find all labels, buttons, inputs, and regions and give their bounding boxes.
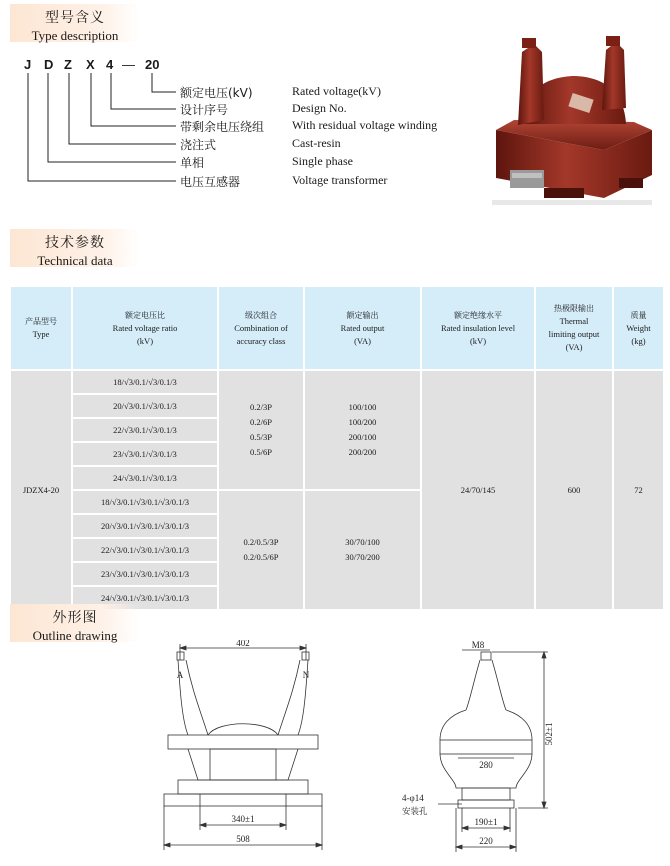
code-line-cn: 电压互感器 xyxy=(180,175,241,189)
table-header-row xyxy=(10,286,664,370)
cell-ratio: 20/√3/0.1/√3/0.1/3 xyxy=(72,394,218,418)
header-insulation-level: 额定绝缘水平 Rated insulation level (kV) xyxy=(421,286,535,370)
code-letter-z: Z xyxy=(64,57,72,72)
label-n: N xyxy=(302,670,310,680)
section-title-cn: 技术参数 xyxy=(45,236,105,251)
code-letter-x: X xyxy=(86,57,95,72)
code-letter-d: D xyxy=(44,57,54,72)
header-type: 产品型号 Type xyxy=(10,286,72,370)
dim-190: 190±1 xyxy=(474,817,498,827)
code-line-cn: 额定电压(kV) xyxy=(180,86,253,100)
cell-output-group2: 30/70/100 30/70/200 xyxy=(304,490,421,610)
code-line-en: Rated voltage(kV) xyxy=(292,84,381,98)
code-letter-j: J xyxy=(24,57,32,72)
dim-502: 502±1 xyxy=(544,722,554,746)
code-line-en: Cast-resin xyxy=(292,136,341,150)
code-digits-20: 20 xyxy=(145,57,160,72)
dim-340: 340±1 xyxy=(231,814,255,824)
cell-accuracy-group1: 0.2/3P 0.2/6P 0.5/3P 0.5/6P xyxy=(218,370,304,490)
dim-280: 280 xyxy=(479,760,493,770)
code-line-en: Voltage transformer xyxy=(292,173,388,187)
cell-ratio: 20/√3/0.1/√3/0.1/√3/0.1/3 xyxy=(72,514,218,538)
cell-ratio: 23/√3/0.1/√3/0.1/3 xyxy=(72,442,218,466)
section-title-outline-drawing xyxy=(10,604,140,642)
code-letter-4: 4 xyxy=(106,57,114,72)
code-line-cn: 设计序号 xyxy=(180,103,229,117)
cell-ratio: 23/√3/0.1/√3/0.1/√3/0.1/3 xyxy=(72,562,218,586)
dim-402: 402 xyxy=(236,640,250,648)
section-title-technical-data xyxy=(10,229,140,267)
side-view-drawing xyxy=(400,640,570,860)
section-title-en: Type description xyxy=(31,28,119,43)
section-title-cn: 外形图 xyxy=(52,611,98,626)
cell-ratio: 24/√3/0.1/√3/0.1/3 xyxy=(72,466,218,490)
section-title-en: Outline drawing xyxy=(32,628,118,643)
table-row xyxy=(10,370,664,394)
cell-ratio: 18/√3/0.1/√3/0.1/3 xyxy=(72,370,218,394)
header-rated-output: 额定输出 Rated output (VA) xyxy=(304,286,421,370)
code-leader-lines xyxy=(0,60,190,190)
front-view-drawing xyxy=(158,640,358,860)
cell-thermal: 600 xyxy=(535,370,613,610)
label-holes: 4-φ14 xyxy=(402,793,424,803)
code-dash: — xyxy=(122,57,135,72)
cell-ratio: 24/√3/0.1/√3/0.1/√3/0.1/3 xyxy=(72,586,218,610)
code-line-en: With residual voltage winding xyxy=(292,118,438,132)
code-line-cn: 单相 xyxy=(180,156,205,170)
header-weight: 质量 Weight (kg) xyxy=(613,286,664,370)
header-rated-voltage-ratio: 额定电压比 Rated voltage ratio (kV) xyxy=(72,286,218,370)
section-title-cn: 型号含义 xyxy=(45,11,105,26)
code-line-cn: 带剩余电压绕组 xyxy=(180,120,265,134)
code-line-cn: 浇注式 xyxy=(180,138,217,152)
product-photo xyxy=(484,30,664,210)
cell-weight: 72 xyxy=(613,370,664,610)
label-a: A xyxy=(176,670,184,680)
dim-508: 508 xyxy=(236,834,250,844)
cell-ratio: 22/√3/0.1/√3/0.1/3 xyxy=(72,418,218,442)
cell-ratio: 18/√3/0.1/√3/0.1/√3/0.1/3 xyxy=(72,490,218,514)
section-title-en: Technical data xyxy=(37,253,113,268)
code-line-en: Design No. xyxy=(292,101,347,115)
label-holes-cn: 安装孔 xyxy=(402,806,428,816)
label-m8: M8 xyxy=(471,640,485,650)
cell-accuracy-group2: 0.2/0.5/3P 0.2/0.5/6P xyxy=(218,490,304,610)
cell-insulation: 24/70/145 xyxy=(421,370,535,610)
code-line-en: Single phase xyxy=(292,154,353,168)
technical-data-table xyxy=(9,285,665,611)
cell-type: JDZX4-20 xyxy=(10,370,72,610)
header-accuracy-class: 级次组合 Combination of accuracy class xyxy=(218,286,304,370)
section-title-type-description xyxy=(10,4,140,42)
header-thermal-output: 热极限输出 Thermal limiting output (VA) xyxy=(535,286,613,370)
cell-output-group1: 100/100 100/200 200/100 200/200 xyxy=(304,370,421,490)
cell-ratio: 22/√3/0.1/√3/0.1/√3/0.1/3 xyxy=(72,538,218,562)
dim-220: 220 xyxy=(479,836,493,846)
